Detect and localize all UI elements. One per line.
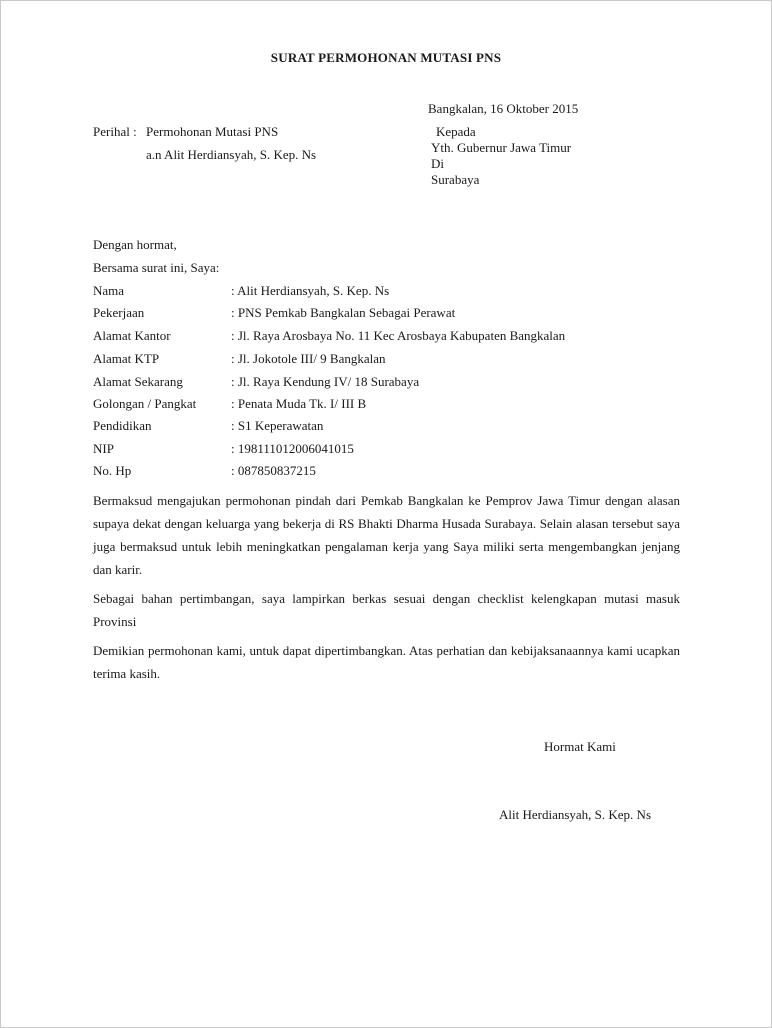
signature-name: Alit Herdiansyah, S. Kep. Ns xyxy=(499,807,652,822)
field-label: Alamat Kantor xyxy=(93,328,171,343)
field-value: : Jl. Raya Kendung IV/ 18 Surabaya xyxy=(231,374,420,389)
field-value: : Jl. Raya Arosbaya No. 11 Kec Arosbaya Kabupaten Bangkalan xyxy=(231,328,566,343)
recipient-di: Di xyxy=(431,156,444,171)
recipient-yth: Yth. Gubernur Jawa Timur xyxy=(431,140,572,155)
field-label: No. Hp xyxy=(93,463,132,478)
greeting: Dengan hormat, xyxy=(93,237,177,252)
field-value: : S1 Keperawatan xyxy=(231,418,324,433)
subject-an: a.n Alit Herdiansyah, S. Kep. Ns xyxy=(146,147,317,162)
body-paragraph-1: Bermaksud mengajukan permohonan pindah dari Pemkab Bangkalan ke Pemprov Jawa Timur dengan alasan supaya dekat dengan keluarga yang bekerja di RS Bhakti Dharma Husada Surabaya. Selain alasan tersebut saya juga bermaksud untuk lebih meningkatkan pengalaman kerja yang Saya miliki serta mengembangkan jenjang dan karir. xyxy=(93,493,680,577)
field-value: : Jl. Jokotole III/ 9 Bangkalan xyxy=(231,351,386,366)
field-label: Alamat KTP xyxy=(93,351,160,366)
field-value: : Alit Herdiansyah, S. Kep. Ns xyxy=(231,283,390,298)
field-label: Nama xyxy=(93,283,125,298)
recipient-city: Surabaya xyxy=(431,172,480,187)
field-label: Pendidikan xyxy=(93,418,152,433)
subject-label: Perihal : xyxy=(93,124,137,139)
field-value: : PNS Pemkab Bangkalan Sebagai Perawat xyxy=(231,305,456,320)
field-value: : 087850837215 xyxy=(231,463,316,478)
intro-line: Bersama surat ini, Saya: xyxy=(93,260,220,275)
field-label: Alamat Sekarang xyxy=(93,374,183,389)
recipient-kepada: Kepada xyxy=(436,124,476,139)
field-value: : 198111012006041015 xyxy=(231,441,354,456)
field-label: NIP xyxy=(93,441,114,456)
place-date: Bangkalan, 16 Oktober 2015 xyxy=(428,101,579,116)
body-paragraph-3: Demikian permohonan kami, untuk dapat dipertimbangkan. Atas perhatian dan kebijaksanaannya kami ucapkan terima kasih. xyxy=(93,643,680,681)
body-paragraph-2: Sebagai bahan pertimbangan, saya lampirkan berkas sesuai dengan checklist kelengkapan mutasi masuk Provinsi xyxy=(93,591,680,629)
letter-title: SURAT PERMOHONAN MUTASI PNS xyxy=(270,50,502,65)
field-label: Pekerjaan xyxy=(93,305,145,320)
field-value: : Penata Muda Tk. I/ III B xyxy=(231,396,367,411)
field-label: Golongan / Pangkat xyxy=(93,396,197,411)
closing-salutation: Hormat Kami xyxy=(544,739,616,754)
subject-text: Permohonan Mutasi PNS xyxy=(146,124,279,139)
